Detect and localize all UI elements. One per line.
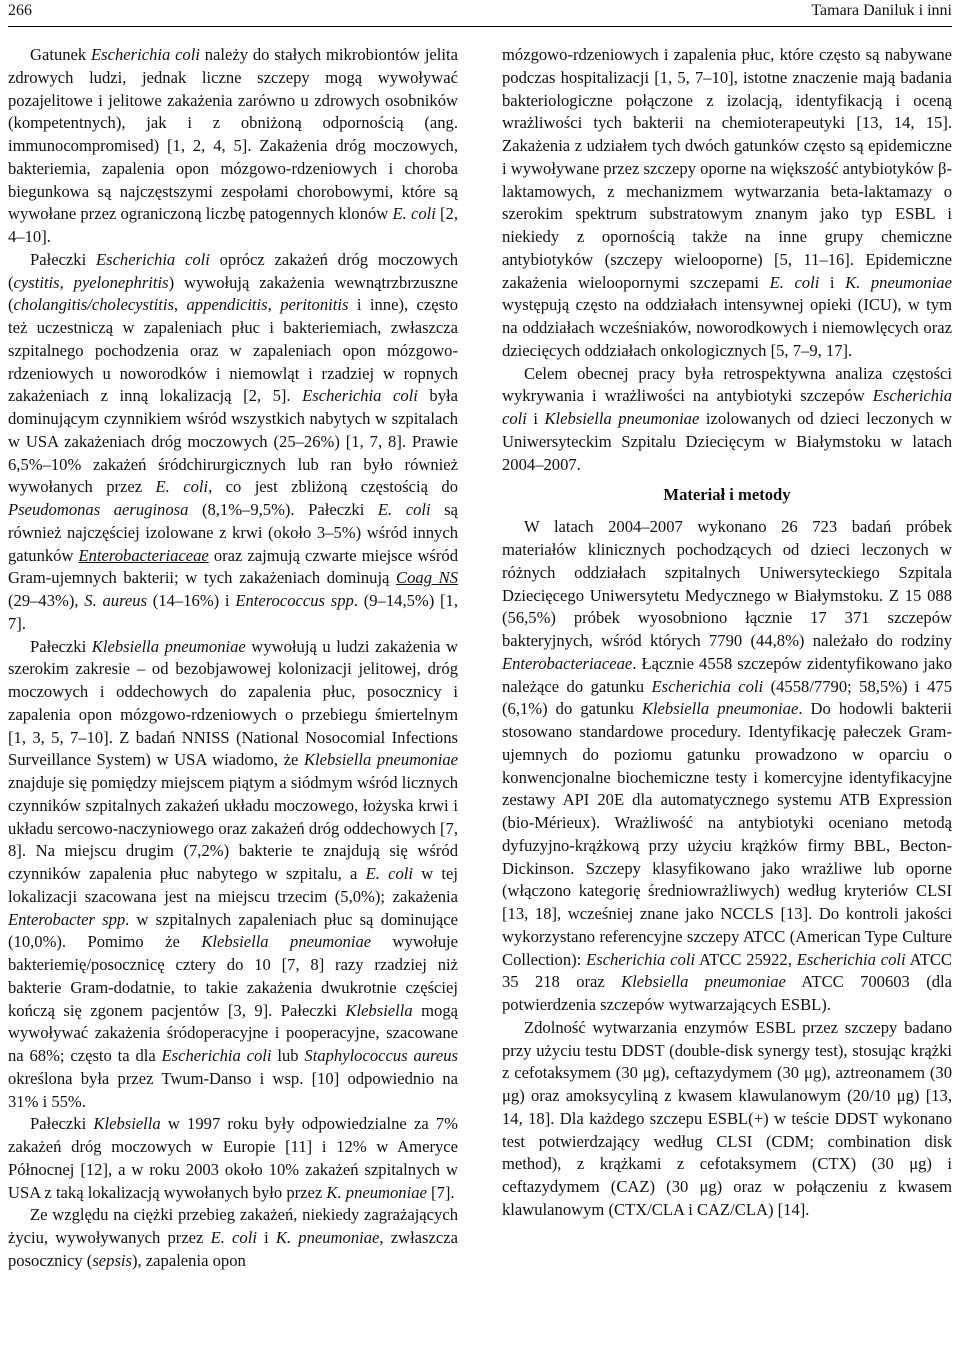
paragraph: mózgowo-rdzeniowych i zapalenia płuc, które często są nabywane podczas hospitalizacji [1, 5, 7–10], istotne znaczenie mają badania bakteriologiczne połączone z izolacją, identyfikacją i oceną wrażliwości tych bakterii na chemioterapeutyki [13, 14, 15]. Zakażenia z udziałem tych dwóch gatunków często są epidemiczne i wywoływane przez szczepy oporne na większość antybiotyków β-laktamowych, z mechanizmem wytwarzania beta-laktamazy o szerokim spektrum substratowym znanym jako typ ESBL i niekiedy z opornością także na inne grupy chemiczne antybiotyków (szczepy wielooporne) [5, 11–16]. Epidemiczne zakażenia wieloopornymi szczepami E. coli i K. pneumoniae występują często na oddziałach intensywnej opieki (ICU), w tym na oddziałach wcześniaków, noworodkowych i niemowlęcych oraz dziecięcych oddziałach onkologicznych [5, 7–9, 17]. <box>502 45 952 360</box>
right-column <box>502 44 952 1222</box>
page-number: 266 <box>8 2 32 19</box>
paragraph: Zdolność wytwarzania enzymów ESBL przez szczepy badano przy użyciu testu DDST (double-disk synergy test), stosując krążki z cefotaksymem (30 μg), ceftazydymem (30 μg), aztreonamem (30 μg) oraz amoksycyliną z kwasem klawulanowym (20/10 μg) [13, 14, 18]. Dla każdego szczepu ESBL(+) w teście DDST wykonano test potwierdzający według CLSI (CDM; combination disk method), z krążkami z cefotaksymem (CTX) (30 μg) i ceftazydymem (CAZ) (30 μg) oraz w połączeniu z kwasem klawulanowym (CTX/CLA i CAZ/CLA) [14]. <box>502 1017 952 1219</box>
paragraph: W latach 2004–2007 wykonano 26 723 badań próbek materiałów klinicznych pochodzących od dzieci leczonych w różnych oddziałach szpitalnych Uniwersyteckiego Szpitala Dziecięcego Uniwersytetu Medycznego w Białymstoku. Z 15 088 (56,5%) próbek wyosobniono łącznie 17 371 szczepów bakteryjnych, wśród których 7790 (44,8%) należało do rodziny Enterobacteriaceae. Łącznie 4558 szczepów zidentyfikowano jako należące do gatunku Escherichia coli (4558/7790; 58,5%) i 475 (6,1%) do gatunku Klebsiella pneumoniae. Do hodowli bakterii stosowano standardowe procedury. Identyfikację pałeczek Gram-ujemnych do poziomu gatunku prowadzono w oparciu o konwencjonalne biochemiczne testy i komercyjne identyfikacyjne zestawy API 20E dla automatycznego systemu ATB Expression (bio-Mérieux). Wrażliwość na antybiotyki oceniano metodą dyfuzyjno-krążkową przy użyciu krążków firmy BBL, Becton-Dickinson. Szczepy klasyfikowano jako wrażliwe lub oporne (włączono kategorię średniowrażliwych) według kryteriów CLSI [13, 18], wcześniej znane jako NCCLS [13]. Do kontroli jakości wykorzystano referencyjne szczepy ATCC (American Type Culture Collection): Escherichia coli ATCC 25922, Escherichia coli ATCC 35 218 oraz Klebsiella pneumoniae ATCC 700603 (dla potwierdzenia szczepów wytwarzających ESBL). <box>502 517 953 1014</box>
running-head-authors: Tamara Daniluk i inni <box>811 2 952 19</box>
paragraph: Pałeczki Escherichia coli oprócz zakażeń dróg moczowych (cystitis, pyelonephritis) wywołują zakażenia wewnątrzbrzuszne (cholangitis/cholecystitis, appendicitis, peritonitis i inne), często też uczestniczą w zapaleniach płuc i bakteriemiach, zwłaszcza szpitalnego pochodzenia oraz w zapaleniach opon mózgowo-rdzeniowych u noworodków i niemowląt i rzadziej w ropnych zakażeniach z inną lokalizacją [2, 5]. Escherichia coli była dominującym czynnikiem wśród wszystkich nabytych w szpitalach w USA zakażeniach dróg moczowych (25–26%) [1, 7, 8]. Prawie 6,5%–10% zakażeń śródchirurgicznych lub ran było również wywołanych przez E. coli, co jest zbliżoną częstością do Pseudomonas aeruginosa (8,1%–9,5%). Pałeczki E. coli są również najczęściej izolowane z krwi (około 3–5%) wśród innych gatunków Enterobacteriaceae oraz zajmują czwarte miejsce wśród Gram-ujemnych bakterii; w tych zakażeniach dominują Coag NS (29–43%), S. aureus (14–16%) i Enterococcus spp. (9–14,5%) [1, 7]. <box>8 249 459 633</box>
section-heading: Materiał i metody <box>663 485 791 505</box>
paragraph: Ze względu na ciężki przebieg zakażeń, niekiedy zagrażających życiu, wywoływanych przez E. coli i K. pneumoniae, zwłaszcza posocznicy (sepsis), zapalenia opon <box>8 1205 458 1270</box>
left-column <box>8 44 458 1273</box>
paragraph: Celem obecnej pracy była retrospektywna analiza częstości wykrywania i wrażliwości na antybiotyki szczepów Escherichia coli i Klebsiella pneumoniae izolowanych od dzieci leczonych w Uniwersyteckim Szpitalu Dziecięcym w Białymstoku w latach 2004–2007. <box>502 363 952 474</box>
page-header <box>8 0 952 27</box>
paragraph: Pałeczki Klebsiella pneumoniae wywołują u ludzi zakażenia w szerokim zakresie – od bezobjawowej kolonizacji jelitowej, dróg moczowych i oddechowych do zapalenia płuc, posocznicy i zapalenia opon mózgowo-rdzeniowych o przebiegu śmiertelnym [1, 3, 5, 7–10]. Z badań NNISS (National Nosocomial Infections Surveillance System) w USA wiadomo, że Klebsiella pneumoniae znajduje się pomiędzy miejscem piątym a siódmym wśród licznych czynników szpitalnych zakażeń układu moczowego, łożyska krwi i układu sercowo-naczyniowego oraz zakażeń dróg oddechowych [7, 8]. Na miejscu drugim (7,2%) bakterie te znajdują się wśród czynników zapalenia płuc nabytego w szpitalu, a E. coli w tej lokalizacji szacowana jest na miejscu trzecim (5,0%); zakażenia Enterobacter spp. w szpitalnych zapaleniach płuc są dominujące (10,0%). Pomimo że Klebsiella pneumoniae wywołuje bakteriemię/posocznicę cztery do 10 [7, 8] razy rzadziej niż bakterie Gram-dodatnie, to takie zakażenia dwukrotnie częściej kończą się zgonem pacjentów [3, 9]. Pałeczki Klebsiella mogą wywoływać zakażenia śródoperacyjne i pooperacyjne, szacowane na 68%; często ta dla Escherichia coli lub Staphylococcus aureus określona była przez Twum-Danso i wsp. [10] odpowiednio na 31% i 55%. <box>8 636 459 1111</box>
paragraph: Pałeczki Klebsiella w 1997 roku były odpowiedzialne za 7% zakażeń dróg moczowych w Europie [11] i 12% w Ameryce Północnej [12], a w roku 2003 około 10% zakażeń szpitalnych w USA z taką lokalizacją wywołanych było przez K. pneumoniae [7]. <box>8 1114 458 1202</box>
paragraph: Gatunek Escherichia coli należy do stałych mikrobiontów jelita zdrowych ludzi, jednak liczne szczepy mogą wywoływać pozajelitowe i jelitowe zakażenia zarówno u zdrowych osobników (kompetentnych), jak i z obniżoną odpornością (ang. immunocompromised) [1, 2, 4, 5]. Zakażenia dróg moczowych, bakteriemia, zapalenia opon mózgowo-rdzeniowych i choroba biegunkowa są najczęstszymi zespołami chorobowymi, które są wywołane przez ograniczoną liczbę patogennych klonów E. coli [2, 4–10]. <box>8 45 458 246</box>
